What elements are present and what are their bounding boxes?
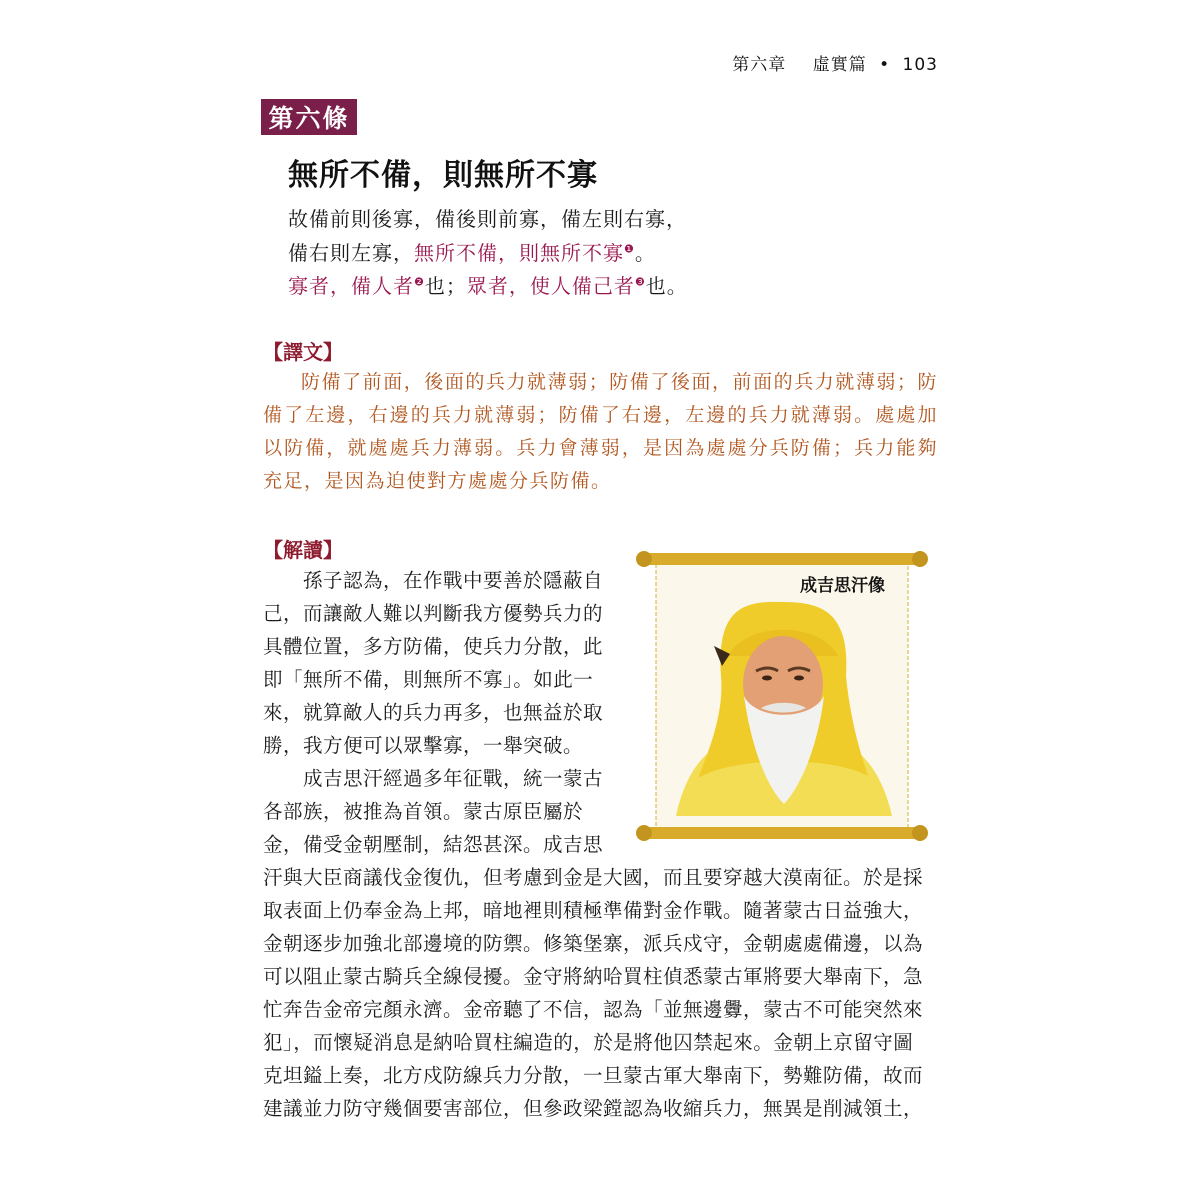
footnote-marker: ❶	[624, 242, 635, 256]
quote-line-1	[288, 203, 687, 232]
body-line: 汗與大臣商議伐金復仇，但考慮到金是大國，而且要穿越大漠南征。於是採	[263, 866, 924, 889]
interpretation-label: 【解讀】	[263, 538, 343, 562]
scroll-bottom-rod	[636, 825, 928, 841]
body-line: 即「無所不備，則無所不寡」。如此一	[263, 668, 594, 691]
portrait-caption: 成吉思汗像	[800, 576, 885, 596]
body-line: 來，就算敵人的兵力再多，也無益於取	[263, 701, 604, 724]
body-line: 成吉思汗經過多年征戰，統一蒙古	[263, 767, 604, 790]
quote-line-2	[288, 237, 656, 266]
body-line: 犯」，而懷疑消息是納哈買柱編造的，於是將他囚禁起來。金朝上京留守圖	[263, 1031, 914, 1054]
interpretation-narrow-column	[263, 564, 623, 861]
body-line: 各部族，被推為首領。蒙古原臣屬於	[263, 800, 584, 823]
translation-body	[263, 366, 938, 498]
footnote-marker: ❷	[414, 275, 425, 289]
running-header	[732, 50, 938, 75]
page-number: 103	[902, 55, 938, 75]
quote-text: 也。	[645, 274, 688, 298]
quote-highlight: 寡者，備人者	[288, 274, 414, 298]
body-line: 具體位置，多方防備，使兵力分散，此	[263, 635, 604, 658]
body-line: 金，備受金朝壓制，結怨甚深。成吉思	[263, 833, 604, 856]
body-line: 克坦鎰上奏，北方戍防線兵力分散，一旦蒙古軍大舉南下，勢難防備，故而	[263, 1064, 924, 1087]
header-bullet: •	[879, 55, 891, 75]
body-line: 己，而讓敵人難以判斷我方優勢兵力的	[263, 602, 604, 625]
scroll-top-rod	[636, 551, 928, 567]
body-line: 孫子認為，在作戰中要善於隱蔽自	[263, 569, 604, 592]
chapter-label: 第六章	[732, 55, 787, 75]
quote-text: 也；	[424, 274, 467, 298]
quote-text: 故備前則後寡，備後則前寡，備左則右寡，	[288, 207, 687, 231]
body-line: 勝，我方便可以眾擊寡，一舉突破。	[263, 734, 584, 757]
body-line: 可以阻止蒙古騎兵全線侵擾。金守將納哈買柱偵悉蒙古軍將要大舉南下，急	[263, 965, 924, 988]
rule-number-tag: 第六條	[261, 99, 357, 135]
quote-text: 。	[634, 241, 656, 265]
body-line: 取表面上仍奉金為上邦，暗地裡則積極準備對金作戰。隨著蒙古日益強大，	[263, 899, 924, 922]
quote-text: 備右則左寡，	[288, 241, 414, 265]
translation-label: 【譯文】	[263, 340, 343, 364]
rule-title: 無所不備，則無所不寡	[288, 158, 598, 193]
quote-highlight: 眾者，使人備己者	[466, 274, 635, 298]
body-line: 金朝逐步加強北部邊境的防禦。修築堡寨，派兵戍守，金朝處處備邊，以為	[263, 932, 924, 955]
translation-paragraph: 防備了前面，後面的兵力就薄弱；防備了後面，前面的兵力就薄弱；防備了左邊，右邊的兵力就薄弱；防備了右邊，左邊的兵力就薄弱。處處加以防備，就處處兵力薄弱。兵力會薄弱，是因為處處分兵防備；兵力能夠充足，是因為迫使對方處處分兵防備。	[263, 371, 938, 492]
interpretation-wide-column	[263, 861, 943, 1125]
quote-highlight: 無所不備，則無所不寡	[414, 241, 624, 265]
body-line: 忙奔告金帝完顏永濟。金帝聽了不信，認為「並無邊釁，蒙古不可能突然來	[263, 998, 924, 1021]
section-label: 虛實篇	[812, 55, 867, 75]
body-line: 建議並力防守幾個要害部位，但參政梁鏜認為收縮兵力，無異是削減領土，	[263, 1097, 924, 1120]
footnote-marker: ❸	[634, 275, 646, 289]
quote-line-3	[288, 270, 688, 299]
